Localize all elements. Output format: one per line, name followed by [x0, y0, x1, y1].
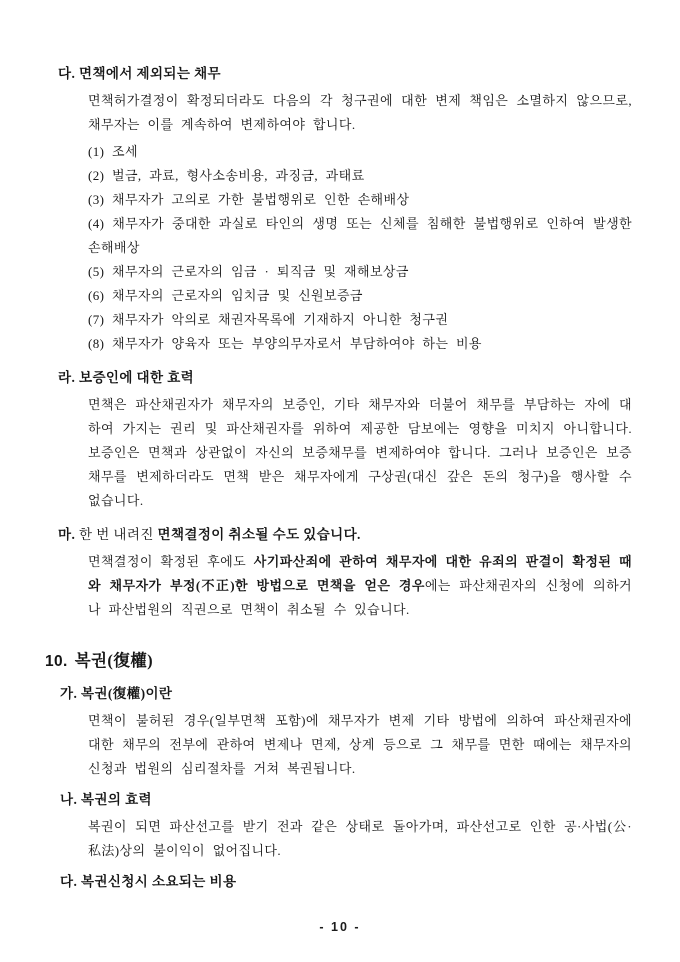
excluded-debt-item-7: (7) 채무자가 악의로 채권자목록에 기재하지 아니한 청구권 [88, 312, 449, 327]
excluded-debt-item-4: (4) 채무자가 중대한 과실로 타인의 생명 또는 신체를 침해한 불법행위로 인하여 발생한 손해배상 [88, 216, 632, 255]
section-10-title: 복권(復權) [74, 651, 154, 670]
subsection-ga-heading [60, 682, 632, 706]
section-ma-marker: 마. [58, 527, 76, 542]
section-ma-heading [58, 523, 632, 547]
subsection-na-body: 복권이 되면 파산선고를 받기 전과 같은 상태로 돌아가며, 파산선고로 인한 공·사법(公·私法)상의 불이익이 없어집니다. [88, 819, 632, 858]
excluded-debt-item-1: (1) 조세 [88, 144, 138, 159]
section-ra-title: 보증인에 대한 효력 [79, 370, 195, 385]
section-da-excluded-debts [58, 62, 632, 356]
section-10-restoration [45, 647, 632, 894]
section-da-heading [58, 62, 632, 86]
subsection-ga-title: 복권(復權)이란 [81, 686, 173, 701]
subsection-na-effect [58, 788, 632, 863]
section-ma-discharge-revocation [58, 523, 632, 622]
section-ra-guarantor-effect [58, 366, 632, 513]
section-10-number: 10. [45, 653, 68, 670]
section-da-intro: 면책허가결정이 확정되더라도 다음의 각 청구권에 대한 변제 책임은 소멸하지 않으므로, 채무자는 이를 계속하여 변제하여야 합니다. [88, 93, 632, 132]
section-ma-body-normal-1: 면책결정이 확정된 후에도 [88, 554, 254, 569]
subsection-da-title: 복권신청시 소요되는 비용 [81, 874, 237, 889]
section-da-marker: 다. [58, 66, 76, 81]
excluded-debt-item-6: (6) 채무자의 근로자의 임치금 및 신원보증금 [88, 288, 363, 303]
subsection-ga-definition [58, 682, 632, 781]
excluded-debt-item-5: (5) 채무자의 근로자의 임금 · 퇴직금 및 재해보상금 [88, 264, 409, 279]
document-content [45, 62, 632, 894]
section-ma-body-bold: 사기파산죄에 관하여 채무자에 대한 유죄의 판결이 확정된 때와 채무자가 부정(不正)한 방법으로 면책을 얻은 경우 [88, 554, 632, 593]
excluded-debts-list [58, 140, 632, 356]
section-ra-body: 면책은 파산채권자가 채무자의 보증인, 기타 채무자와 더불어 채무를 부담하는 자에 대하여 가지는 권리 및 파산채권자를 위하여 제공한 담보에는 영향을 미치지 아니합니다. 보증인은 면책과 상관없이 자신의 보증채무를 변제하여야 합니다. 그러나 보증인은 보증채무를 변제하더라도 면책 받은 채무자에게 구상권(대신 갚은 돈의 청구)을 행사할 수 없습니다. [88, 397, 632, 508]
section-ra-marker: 라. [58, 370, 76, 385]
section-ma-title-bold: 면책결정이 취소될 수도 있습니다. [157, 527, 361, 542]
section-ra-heading [58, 366, 632, 390]
subsection-ga-marker: 가. [60, 686, 78, 701]
section-ma-body-normal-2: 에는 파산채권자의 신청에 의하거나 파산법원의 직권으로 면책이 취소될 수 있습니다. [88, 578, 632, 617]
section-da-title: 면책에서 제외되는 채무 [79, 66, 221, 81]
excluded-debt-item-2: (2) 벌금, 과료, 형사소송비용, 과징금, 과태료 [88, 168, 365, 183]
subsection-na-marker: 나. [60, 792, 78, 807]
page-number: - 10 - [319, 920, 361, 934]
subsection-da-marker: 다. [60, 874, 78, 889]
excluded-debt-item-3: (3) 채무자가 고의로 가한 불법행위로 인한 손해배상 [88, 192, 410, 207]
subsection-ga-body: 면책이 불허된 경우(일부면책 포함)에 채무자가 변제 기타 방법에 의하여 파산채권자에 대한 채무의 전부에 관하여 변제나 면제, 상계 등으로 그 채무를 면한 때에는 채무자의 신청과 법원의 심리절차를 거쳐 복권됩니다. [88, 713, 632, 776]
subsection-na-title: 복권의 효력 [81, 792, 152, 807]
excluded-debt-item-8: (8) 채무자가 양육자 또는 부양의무자로서 부담하여야 하는 비용 [88, 336, 482, 351]
subsection-na-heading [60, 788, 632, 812]
subsection-da-costs [58, 870, 632, 894]
section-10-heading [45, 647, 632, 675]
section-ma-body [88, 550, 632, 622]
subsection-da-heading [60, 870, 632, 894]
section-ma-title-normal: 한 번 내려진 [79, 527, 158, 542]
